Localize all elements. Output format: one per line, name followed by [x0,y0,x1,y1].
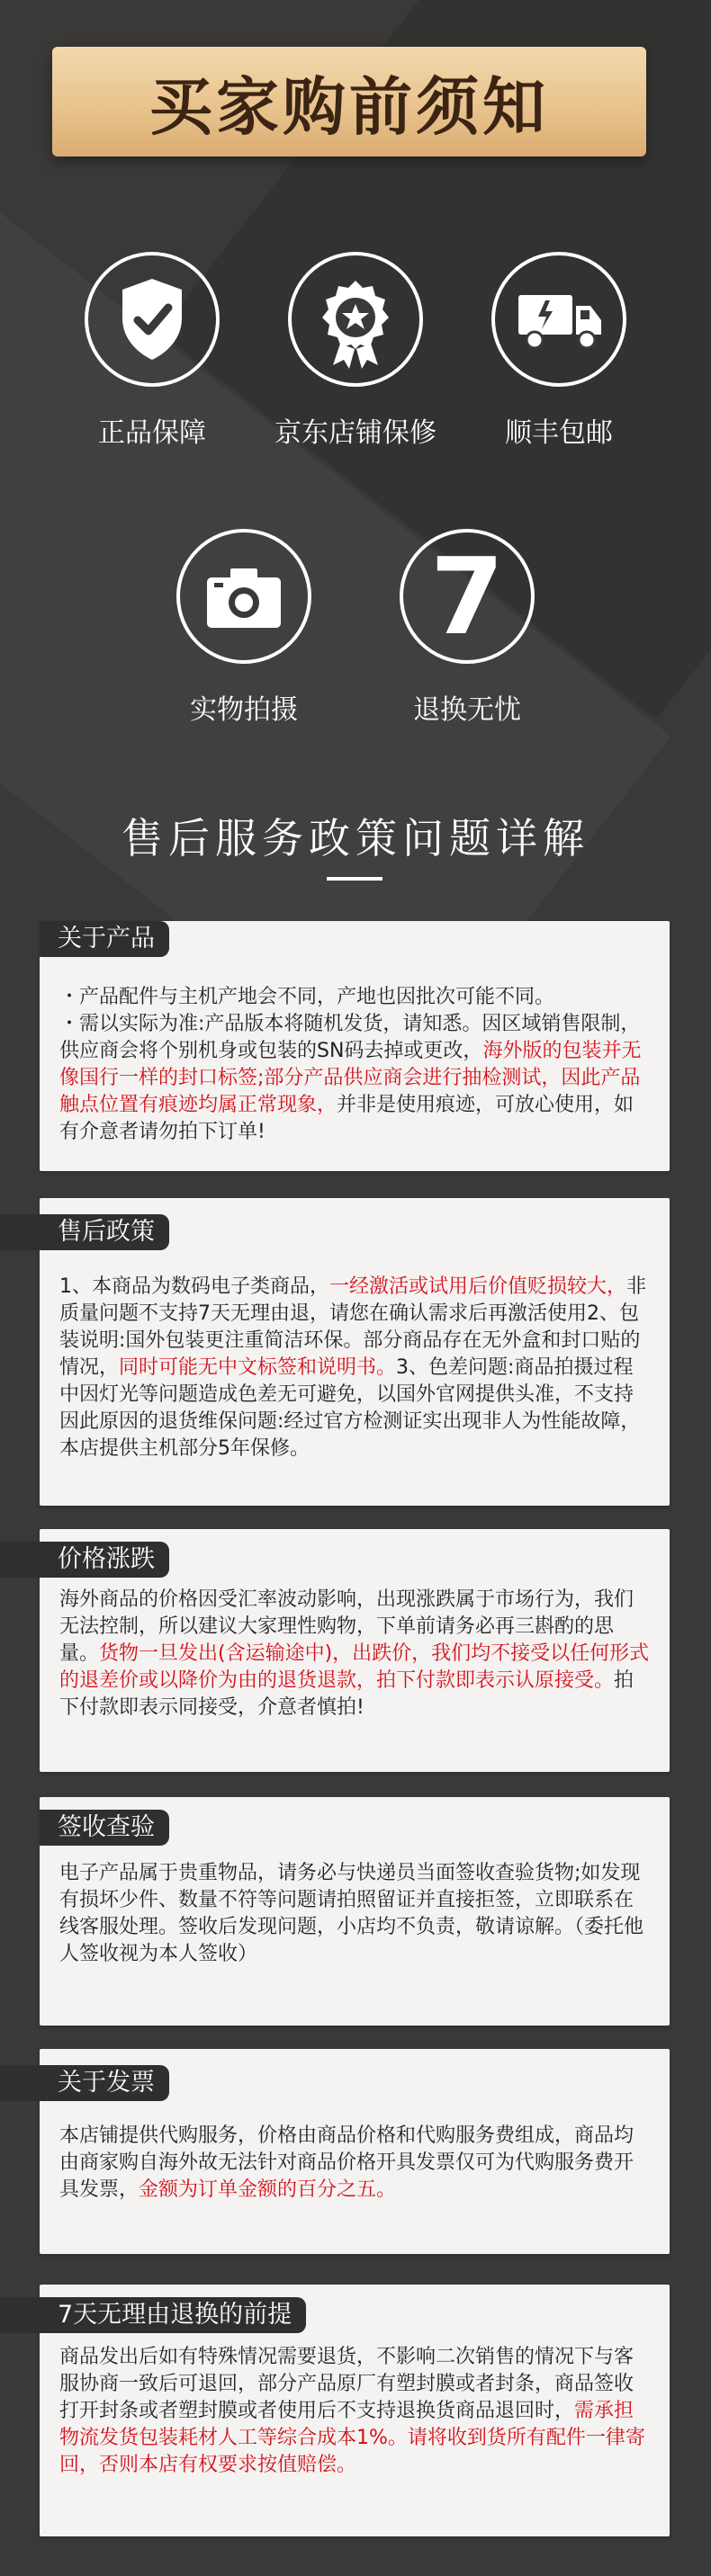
feature-easy-returns [364,529,571,727]
product-note-2 [59,1011,650,1146]
card-tag: 价格涨跌 [0,1542,169,1578]
camera-icon [176,529,311,664]
product-note-1: ・产品配件与主机产地会不同，产地也因批次可能不同。 [59,986,555,1008]
text-segment: 海外商品的价格因受汇率波动影响，出现涨跌属于市场行为，我们无法控制，所以建议大家理性购物，下单前请务必再三斟酌的思量。 [59,1588,634,1665]
feature-label: 正品保障 [98,417,206,449]
text-segment: 商品发出后如有特殊情况需要退货，不影响二次销售的情况下与客服协商一致后可退回，部分产品原厂有塑封膜或者封条，商品签收打开封条或者塑封膜或者使用后不支持退换货商品退回时， [59,2346,634,2422]
feature-label: 京东店铺保修 [274,417,436,449]
star-badge-icon [288,252,423,387]
highlight-text: 海外版的包装并无像国行一样的封口标签;部分产品供应商会进行抽检测试，因此产品触点位置有痕迹均属正常现象， [59,1040,642,1116]
feature-label: 退换无忧 [413,694,521,726]
card-tag: 7天无理由退换的前提 [0,2297,306,2333]
header-banner [52,47,646,157]
text-segment: 拍下付款即表示同接受，介意者慎拍! [59,1669,634,1719]
policy-section-title: 售后服务政策问题详解 [122,814,590,863]
feature-real-photos [140,529,347,727]
highlight-text: 同时可能无中文标签和说明书。 [119,1356,397,1379]
text-segment: 本店铺提供代购服务，价格由商品价格和代购服务费组成，商品均由商家购自海外故无法针对商品价格开具发票仅可为代购服务费开具发票， [59,2124,634,2201]
card-tag: 售后政策 [0,1214,169,1250]
text-segment: 1、本商品为数码电子类商品， [59,1275,329,1298]
card-tag: 关于产品 [40,921,169,957]
card-return-conditions [40,2285,670,2536]
card-tag: 关于发票 [0,2065,169,2101]
card-receipt-check [40,1797,670,2026]
card-after-sales [40,1198,670,1506]
seven-days-icon [400,529,535,664]
card-price-changes [40,1529,670,1772]
feature-warranty [252,252,459,450]
feature-shipping [455,252,662,450]
feature-genuine [49,252,256,450]
card-about-product [40,921,670,1171]
text-segment: 3、色差问题:商品拍摄过程中因灯光等问题造成色差无可避免，以国外官网提供头准，不支持因此原因的退货维保问题:经过官方检测证实出现非人为性能故障，本店提供主机部分5年保修。 [59,1356,641,1460]
shield-check-icon [85,252,220,387]
highlight-text: 金额为订单金额的百分之五。 [139,2178,397,2201]
card-body: 电子产品属于贵重物品，请务必与快递员当面签收查验货物;如发现有损坏少件、数量不符等问题请拍照留证并直接拒签，立即联系在线客服处理。签收后发现问题，小店均不负责，敬请谅解。（委托他人签收视为本人签收） [59,1862,644,1965]
highlight-text: 货物一旦发出(含运输途中)，出跌价，我们均不接受以任何形式的退差价或以降价为由的退货退款，拍下付款即表示认原接受。 [59,1642,650,1692]
text-segment: 并非是使用痕迹，可放心使用，如有介意者请勿拍下订单! [59,1094,634,1143]
card-tag: 签收查验 [40,1810,169,1846]
highlight-text: 需承担物流发货包装耗材人工等综合成本1%。请将收到货所有配件一律寄回，否则本店有权要求按值赔偿。 [59,2400,645,2476]
text-segment: 非质量问题不支持7天无理由退，请您在确认需求后再激活使用2、包装说明:国外包装更注重简洁环保。部分商品存在无外盒和封口贴的情况， [59,1275,647,1379]
title-underline [327,877,382,881]
card-invoice [40,2049,670,2254]
feature-label: 实物拍摄 [190,694,298,726]
page-title: 买家购前须知 [149,69,549,144]
text-segment: ・需以实际为准:产品版本将随机发货，请知悉。因区域销售限制，供应商会将个别机身或包装的SN码去掉或更改， [59,1013,641,1062]
delivery-truck-icon [491,252,626,387]
seven-glyph: 7 [429,534,505,658]
highlight-text: 一经激活或试用后价值贬损较大， [329,1275,627,1298]
feature-label: 顺丰包邮 [505,417,613,449]
